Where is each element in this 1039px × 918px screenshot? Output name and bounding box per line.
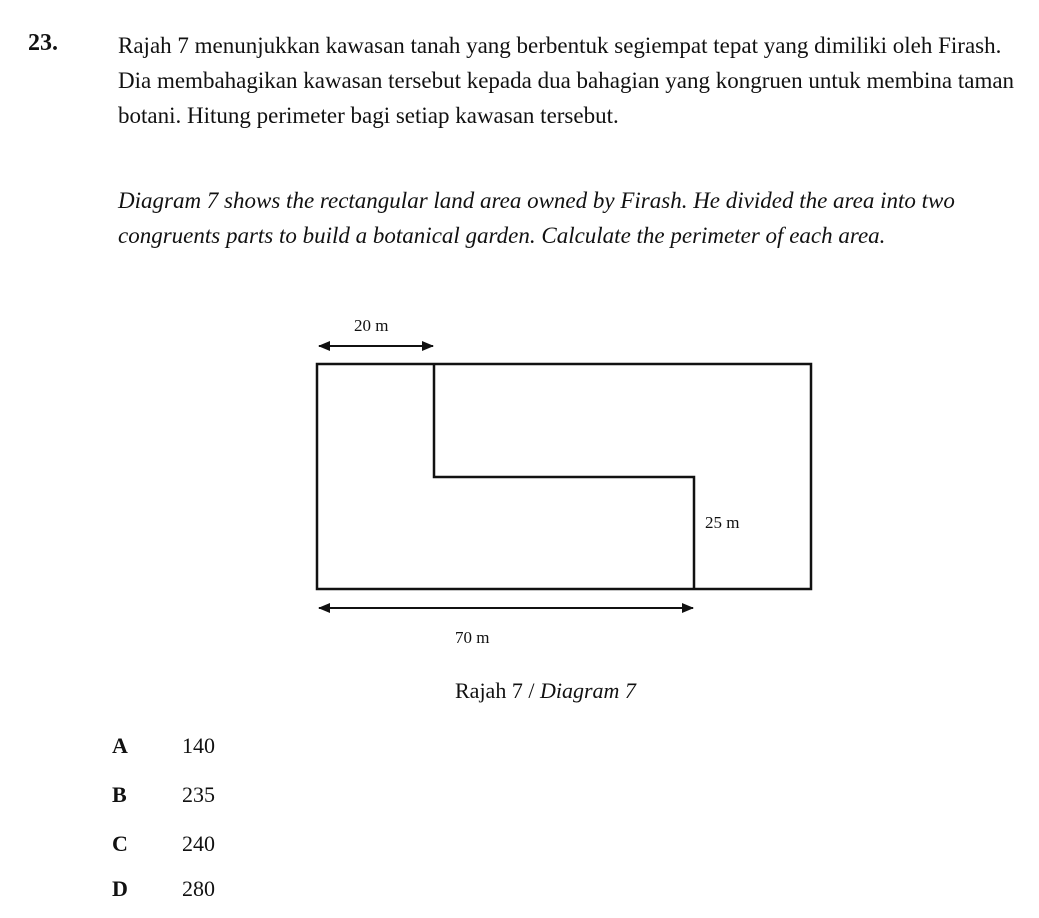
option-letter: A (112, 733, 128, 758)
option-value: 235 (182, 782, 215, 807)
right-dimension-label: 25 m (705, 513, 740, 532)
option-value: 280 (182, 876, 215, 901)
option-a[interactable] (112, 733, 215, 763)
option-letter: B (112, 782, 127, 807)
option-d[interactable] (112, 876, 215, 906)
question-text-malay: Rajah 7 menunjukkan kawasan tanah yang berbentuk segiempat tepat yang dimiliki oleh Firash. Dia membahagikan kawasan tersebut kepada dua bahagian yang kongruen untuk membina taman botani. Hitung perimeter bagi setiap kawasan tersebut. (118, 33, 1015, 128)
option-value: 140 (182, 733, 215, 758)
option-letter: D (112, 876, 128, 901)
option-c[interactable] (112, 831, 215, 861)
bottom-dimension-label: 70 m (455, 628, 490, 647)
option-letter: C (112, 831, 128, 856)
dividing-line (434, 364, 694, 589)
question-text-english: Diagram 7 shows the rectangular land area owned by Firash. He divided the area into two congruents parts to build a botanical garden. Calculate the perimeter of each area. (118, 188, 955, 248)
top-dimension-label: 20 m (354, 316, 389, 335)
question-number: 23. (28, 30, 58, 56)
caption-malay: Rajah 7 / (455, 678, 540, 703)
option-b[interactable] (112, 782, 215, 812)
option-value: 240 (182, 831, 215, 856)
caption-english: Diagram 7 (539, 678, 636, 703)
